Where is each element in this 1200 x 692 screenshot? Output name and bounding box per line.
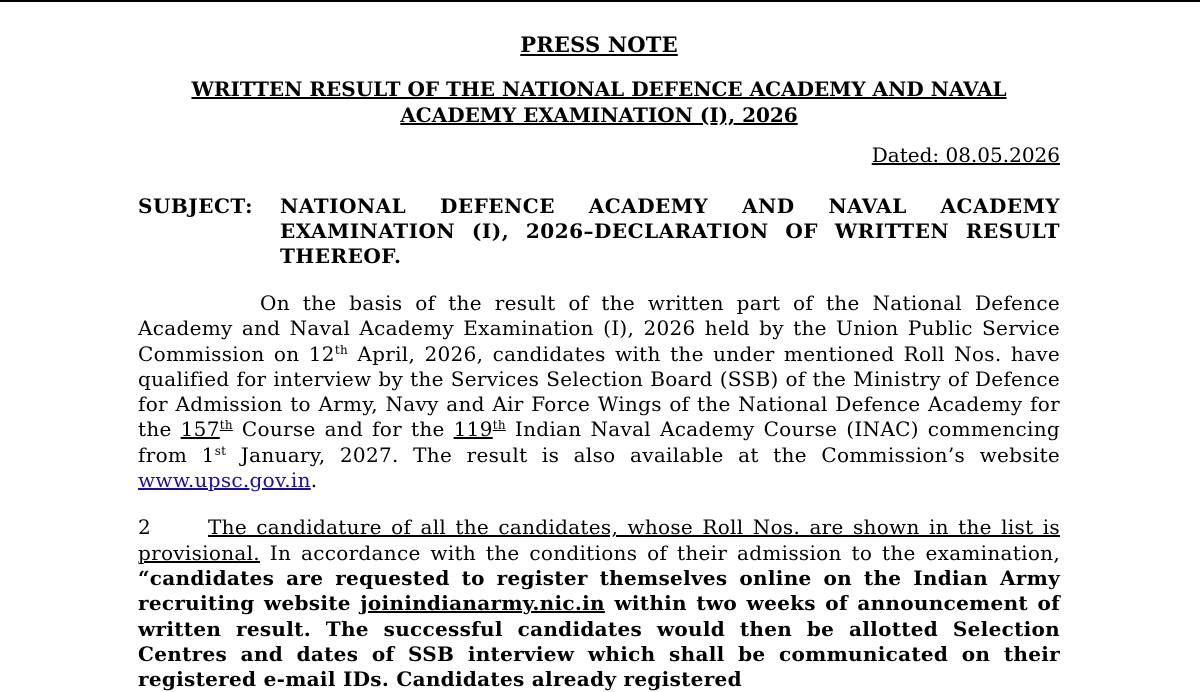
para1-sup-1: th [334, 342, 348, 357]
para1-text-4: Indian Naval Academy Course (INAC) commencing from 1 [138, 417, 1060, 467]
registration-instruction: “candidates are requested to register themselves online on the Indian Army recruiting website [138, 565, 1060, 616]
date-text: Dated: 08.05.2026 [871, 143, 1060, 167]
registration-instruction-cont: within two weeks of announcement of written result. The successful candidates would then be allotted Selection Centres and dates of SSB interview which shall be communicated on their registered e-mail IDs. Candidates already registered [138, 591, 1060, 692]
paragraph-1 [138, 291, 1060, 493]
course-number-157: 157 [180, 417, 220, 442]
para1-sup-3: th [492, 418, 506, 433]
course-number-119: 119 [453, 417, 493, 442]
subject-block [138, 194, 1060, 269]
para1-text-1: On the basis of the result of the written part of the National Defence Academy and Naval Academy Examination (I), 2026 held by the Union Public Service Commission on 12 [138, 291, 1060, 366]
paragraph-2 [138, 515, 1060, 692]
subject-text: NATIONAL DEFENCE ACADEMY AND NAVAL ACADEMY EXAMINATION (I), 2026–DECLARATION OF WRITTEN RESULT THEREOF. [280, 194, 1060, 268]
para1-text-3: Course and for the [232, 417, 454, 442]
provisional-candidature-note: The candidature of all the candidates, whose Roll Nos. are shown in the list is provisional. [138, 515, 1060, 565]
subject-label: SUBJECT: [138, 194, 253, 218]
dated-line [138, 142, 1060, 168]
para1-text-2: April, 2026, candidates with the under mentioned Roll Nos. have qualified for interview by the Services Selection Board (SSB) of the Ministry of Defence for Admission to Army, Navy and Air Force Wings of the National Defence Academy for the [138, 341, 1061, 442]
top-border-line [0, 0, 1200, 2]
document-title [138, 76, 1060, 128]
para1-sup-2: th [219, 418, 233, 433]
upsc-website-link[interactable]: www.upsc.gov.in [138, 468, 311, 493]
paragraph-number: 2 [138, 515, 152, 540]
para1-sup-4: st [214, 443, 227, 458]
press-note-document [138, 28, 1060, 692]
document-title-line-1: WRITTEN RESULT OF THE NATIONAL DEFENCE ACADEMY AND NAVAL [191, 77, 1007, 101]
press-note-heading: PRESS NOTE [520, 32, 678, 57]
join-indian-army-link[interactable]: joinindianarmy.nic.in [360, 591, 605, 616]
para2-text-1: In accordance with the conditions of their admission to the examination, [259, 540, 1060, 565]
para1-text-6: . [310, 468, 318, 493]
document-title-line-2: ACADEMY EXAMINATION (I), 2026 [400, 103, 798, 127]
para1-text-5: January, 2027. The result is also available at the Commission’s website [226, 442, 1060, 467]
